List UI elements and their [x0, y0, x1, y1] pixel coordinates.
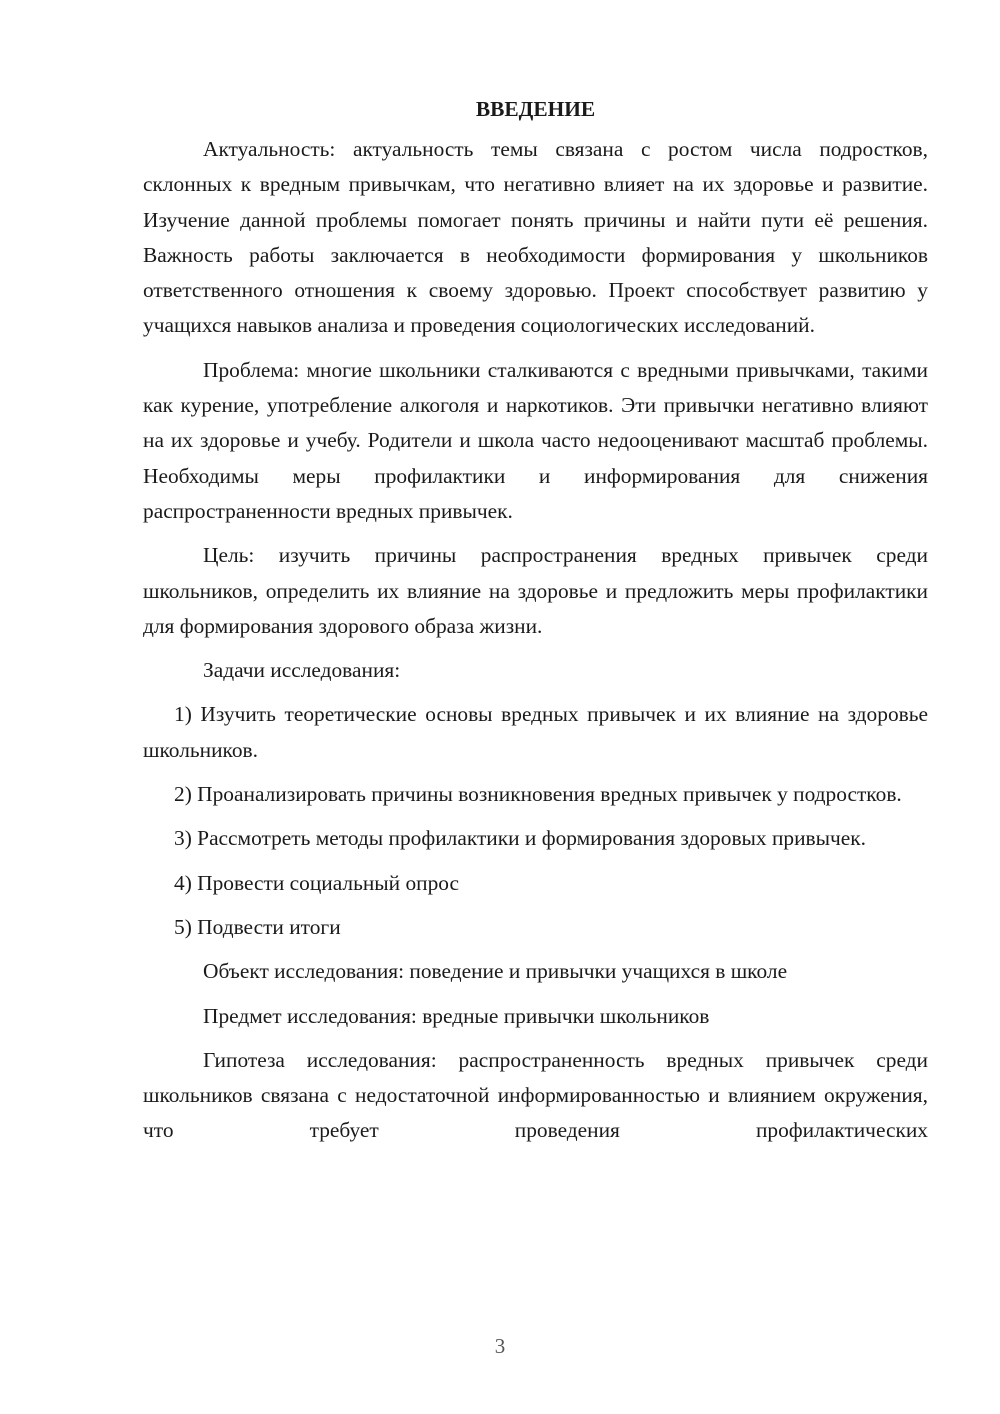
page-content — [143, 92, 928, 1149]
task-item-5: 5) Подвести итоги — [174, 914, 341, 939]
task-item-2: 2) Проанализировать причины возникновения вредных привычек у подростков. — [174, 782, 902, 807]
goal-paragraph: Цель: изучить причины распространения вредных привычек среди школьников, определить их влияние на здоровье и предложить меры профилактики для формирования здорового образа жизни. — [143, 543, 928, 638]
relevance-paragraph: Актуальность: актуальность темы связана с ростом числа подростков, склонных к вредным привычкам, что негативно влияет на их здоровье и развитие. Изучение данной проблемы помогает понять причины и найти пути её решения. Важность работы заключается в необходимости формирования у школьников ответственного отношения к своему здоровью. Проект способствует развитию у учащихся навыков анализа и проведения социологических исследований. — [143, 137, 928, 338]
task-item-3: 3) Рассмотреть методы профилактики и формирования здоровых привычек. — [174, 826, 867, 851]
hypothesis-paragraph: Гипотеза исследования: распространенность вредных привычек среди школьников связана с недостаточной информированностью и влиянием окружения, что требует проведения профилактических — [143, 1047, 928, 1143]
task-item-4: 4) Провести социальный опрос — [174, 870, 460, 895]
problem-paragraph: Проблема: многие школьники сталкиваются с вредными привычками, такими как курение, употребление алкоголя и наркотиков. Эти привычки негативно влияют на их здоровье и учебу. Родители и школа часто недооценивают масштаб проблемы. Необходимы меры профилактики и информирования для снижения распространенности вредных привычек. — [143, 357, 928, 523]
tasks-title: Задачи исследования: — [203, 658, 401, 683]
section-heading: ВВЕДЕНИЕ — [475, 97, 596, 121]
task-item-1: 1) Изучить теоретические основы вредных привычек и их влияние на здоровье школьников. — [143, 702, 928, 762]
page-number: 3 — [494, 1334, 506, 1358]
research-object: Объект исследования: поведение и привычки учащихся в школе — [203, 959, 788, 984]
research-subject: Предмет исследования: вредные привычки школьников — [203, 1003, 710, 1028]
